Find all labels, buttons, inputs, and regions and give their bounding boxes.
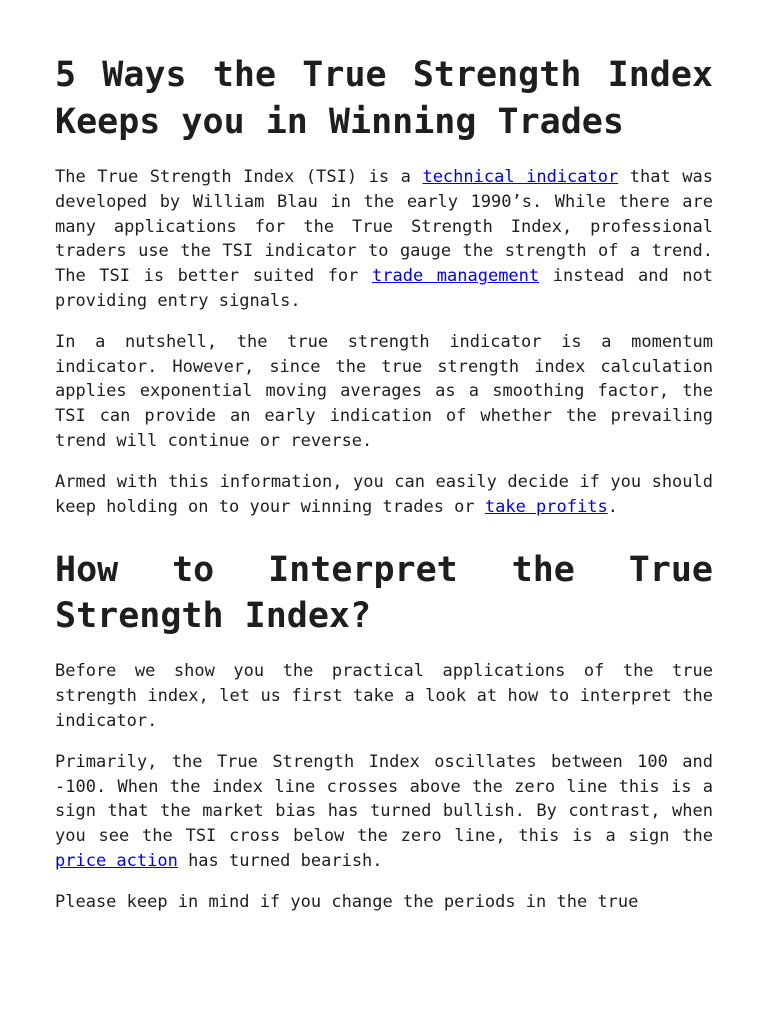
technical-indicator-link[interactable]: technical indicator	[422, 167, 619, 187]
paragraph-text: Primarily, the True Strength Index oscillates between 100 and -100. When the index line crosses above the zero line this is a sign that the market bias has turned bullish. By contrast, when you see the TSI cross below the zero line, this is a sign the	[55, 751, 713, 847]
paragraph-text: instead and not providing entry signals.	[55, 266, 713, 311]
paragraph-text: has turned bearish.	[177, 850, 383, 871]
paragraph-text: that was developed by William Blau in the early 1990’s. While there are many applications for the True Strength Index, professional traders use the TSI indicator to gauge the strength of a trend. The TSI is better suited for	[55, 167, 713, 287]
paragraph-text: The True Strength Index (TSI) is a	[55, 167, 423, 187]
paragraph-text: .	[607, 496, 618, 517]
article-title: 5 Ways the True Strength Index Keeps you in Winning Trades	[55, 55, 713, 142]
trade-management-link[interactable]: trade management	[372, 266, 540, 287]
armed-paragraph	[55, 470, 713, 520]
paragraph-text: Armed with this information, you can easily decide if you should keep holding on to your winning trades or	[55, 471, 713, 517]
interpret-paragraph: Before we show you the practical applications of the true strength index, let us first take a look at how to interpret the indicator.	[55, 661, 713, 731]
article	[55, 52, 713, 915]
periods-paragraph: Please keep in mind if you change the periods in the true	[55, 891, 639, 912]
oscillate-paragraph	[55, 750, 713, 874]
section-heading: How to Interpret the True Strength Index?	[55, 550, 713, 637]
nutshell-paragraph: In a nutshell, the true strength indicator is a momentum indicator. However, since the true strength index calculation applies exponential moving averages as a smoothing factor, the TSI can provide an early indication of whether the prevailing trend will continue or reverse.	[55, 331, 713, 451]
intro-paragraph	[55, 165, 713, 314]
take-profits-link[interactable]: take profits	[484, 496, 608, 517]
price-action-link[interactable]: price action	[55, 850, 178, 871]
